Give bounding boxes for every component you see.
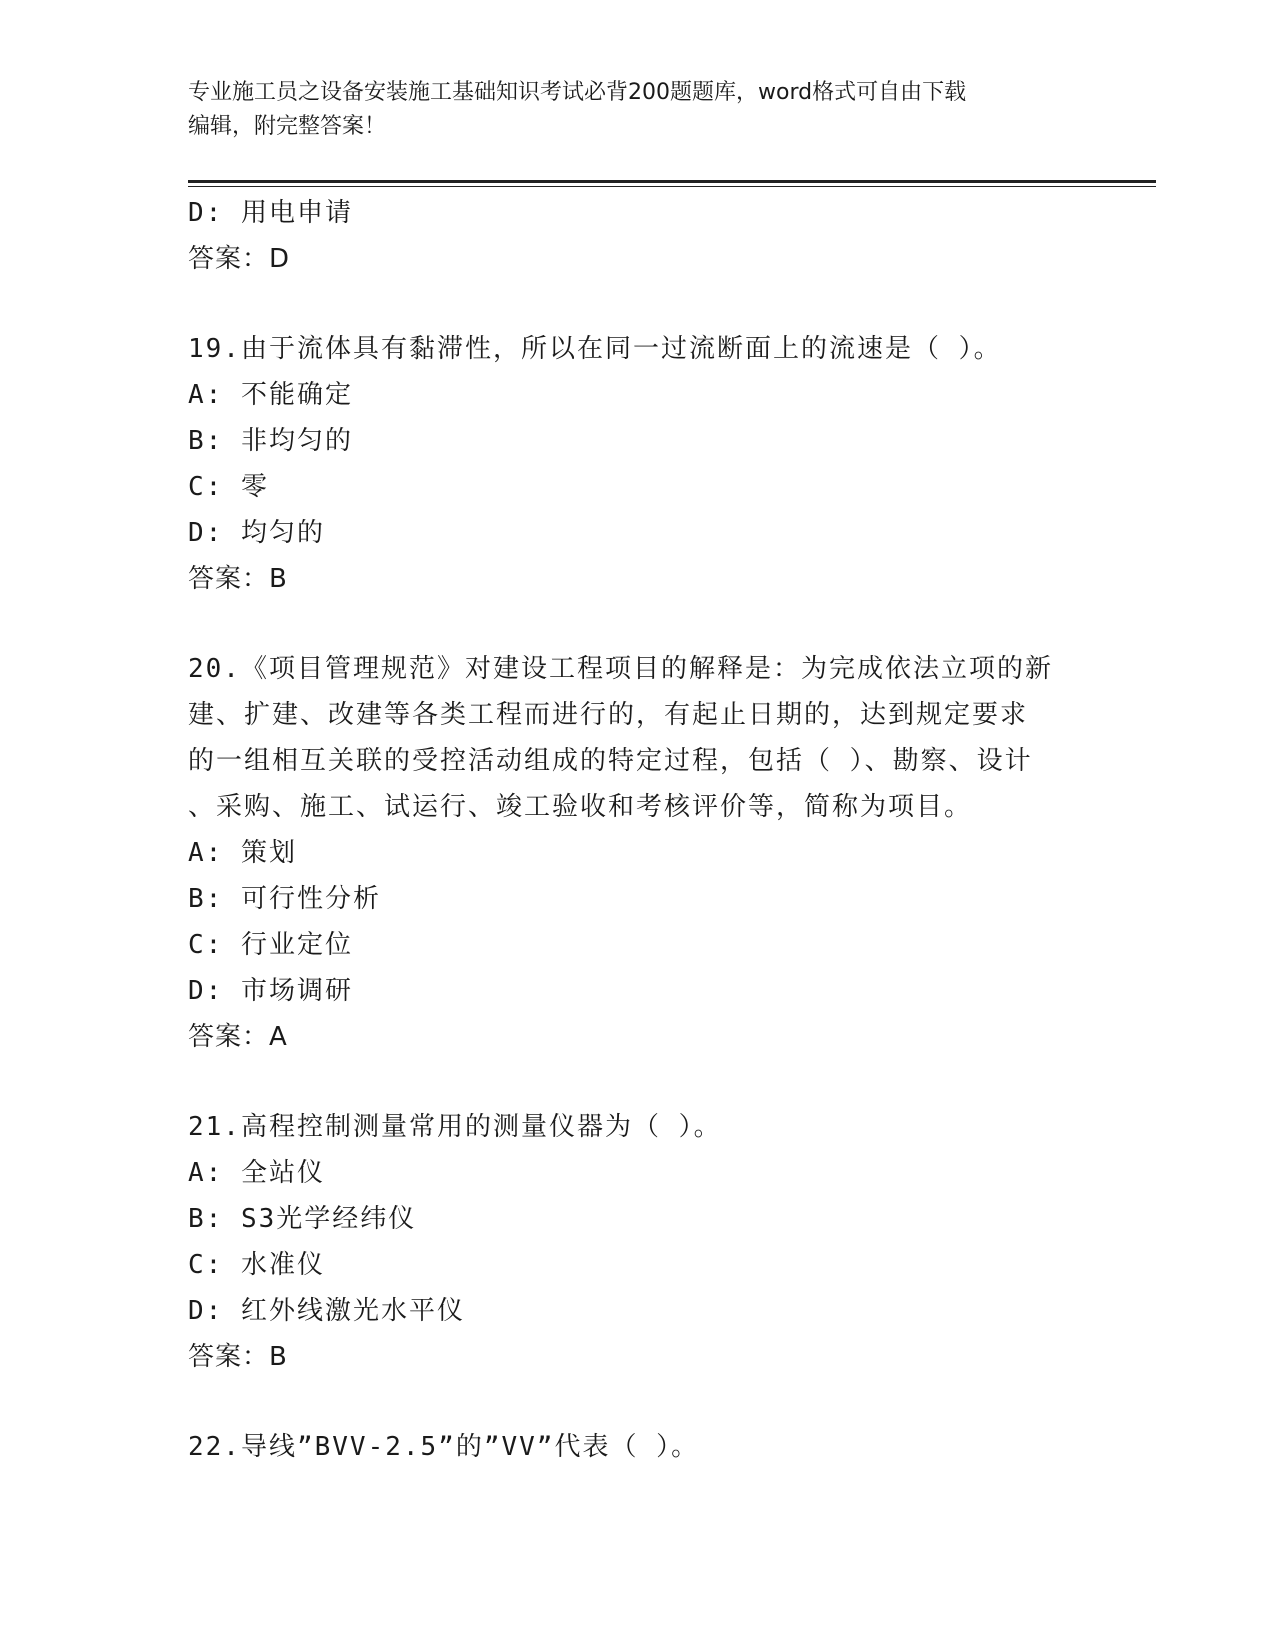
answer: 答案：B (188, 564, 288, 594)
question-stem: 21.高程控制测量常用的测量仪器为（ ）。 (188, 1112, 722, 1142)
answer: 答案：D (188, 244, 291, 274)
question-stem: 22.导线”BVV-2.5”的”VV”代表（ ）。 (188, 1432, 700, 1462)
question-stem-line-2: 建、扩建、改建等各类工程而进行的，有起止日期的，达到规定要求 (188, 700, 1029, 730)
option-a: A: 全站仪 (188, 1158, 325, 1188)
answer: 答案：A (188, 1022, 288, 1052)
question-18-tail (188, 190, 1088, 282)
option-c: C: 行业定位 (188, 930, 353, 960)
option-d: D: 用电申请 (188, 198, 353, 228)
header-line-2: 编辑，附完整答案！ (188, 114, 387, 139)
option-a: A: 不能确定 (188, 380, 353, 410)
option-c: C: 水准仪 (188, 1250, 325, 1280)
answer: 答案：B (188, 1342, 288, 1372)
question-stem-line-4: 、采购、施工、试运行、竣工验收和考核评价等，简称为项目。 (188, 792, 973, 822)
question-19 (188, 326, 1088, 602)
question-22 (188, 1424, 1088, 1470)
question-20 (188, 646, 1088, 1060)
option-d: D: 均匀的 (188, 518, 325, 548)
header-line-1: 专业施工员之设备安装施工基础知识考试必背200题题库，word格式可自由下载 (188, 80, 967, 105)
header-divider-thin (188, 186, 1156, 187)
question-stem-line-1: 20.《项目管理规范》对建设工程项目的解释是：为完成依法立项的新 (188, 654, 1053, 684)
option-d: D: 市场调研 (188, 976, 353, 1006)
option-a: A: 策划 (188, 838, 297, 868)
option-b: B: 可行性分析 (188, 884, 381, 914)
question-list (188, 190, 1088, 1470)
option-b: B: 非均匀的 (188, 426, 353, 456)
option-b: B: S3光学经纬仪 (188, 1204, 417, 1234)
question-stem-line-3: 的一组相互关联的受控活动组成的特定过程，包括（ ）、勘察、设计 (188, 746, 1033, 776)
document-header (188, 76, 1088, 144)
option-d: D: 红外线激光水平仪 (188, 1296, 465, 1326)
question-21 (188, 1104, 1088, 1380)
option-c: C: 零 (188, 472, 269, 502)
header-divider-thick (188, 180, 1156, 183)
question-stem: 19.由于流体具有黏滞性，所以在同一过流断面上的流速是（ ）。 (188, 334, 1002, 364)
